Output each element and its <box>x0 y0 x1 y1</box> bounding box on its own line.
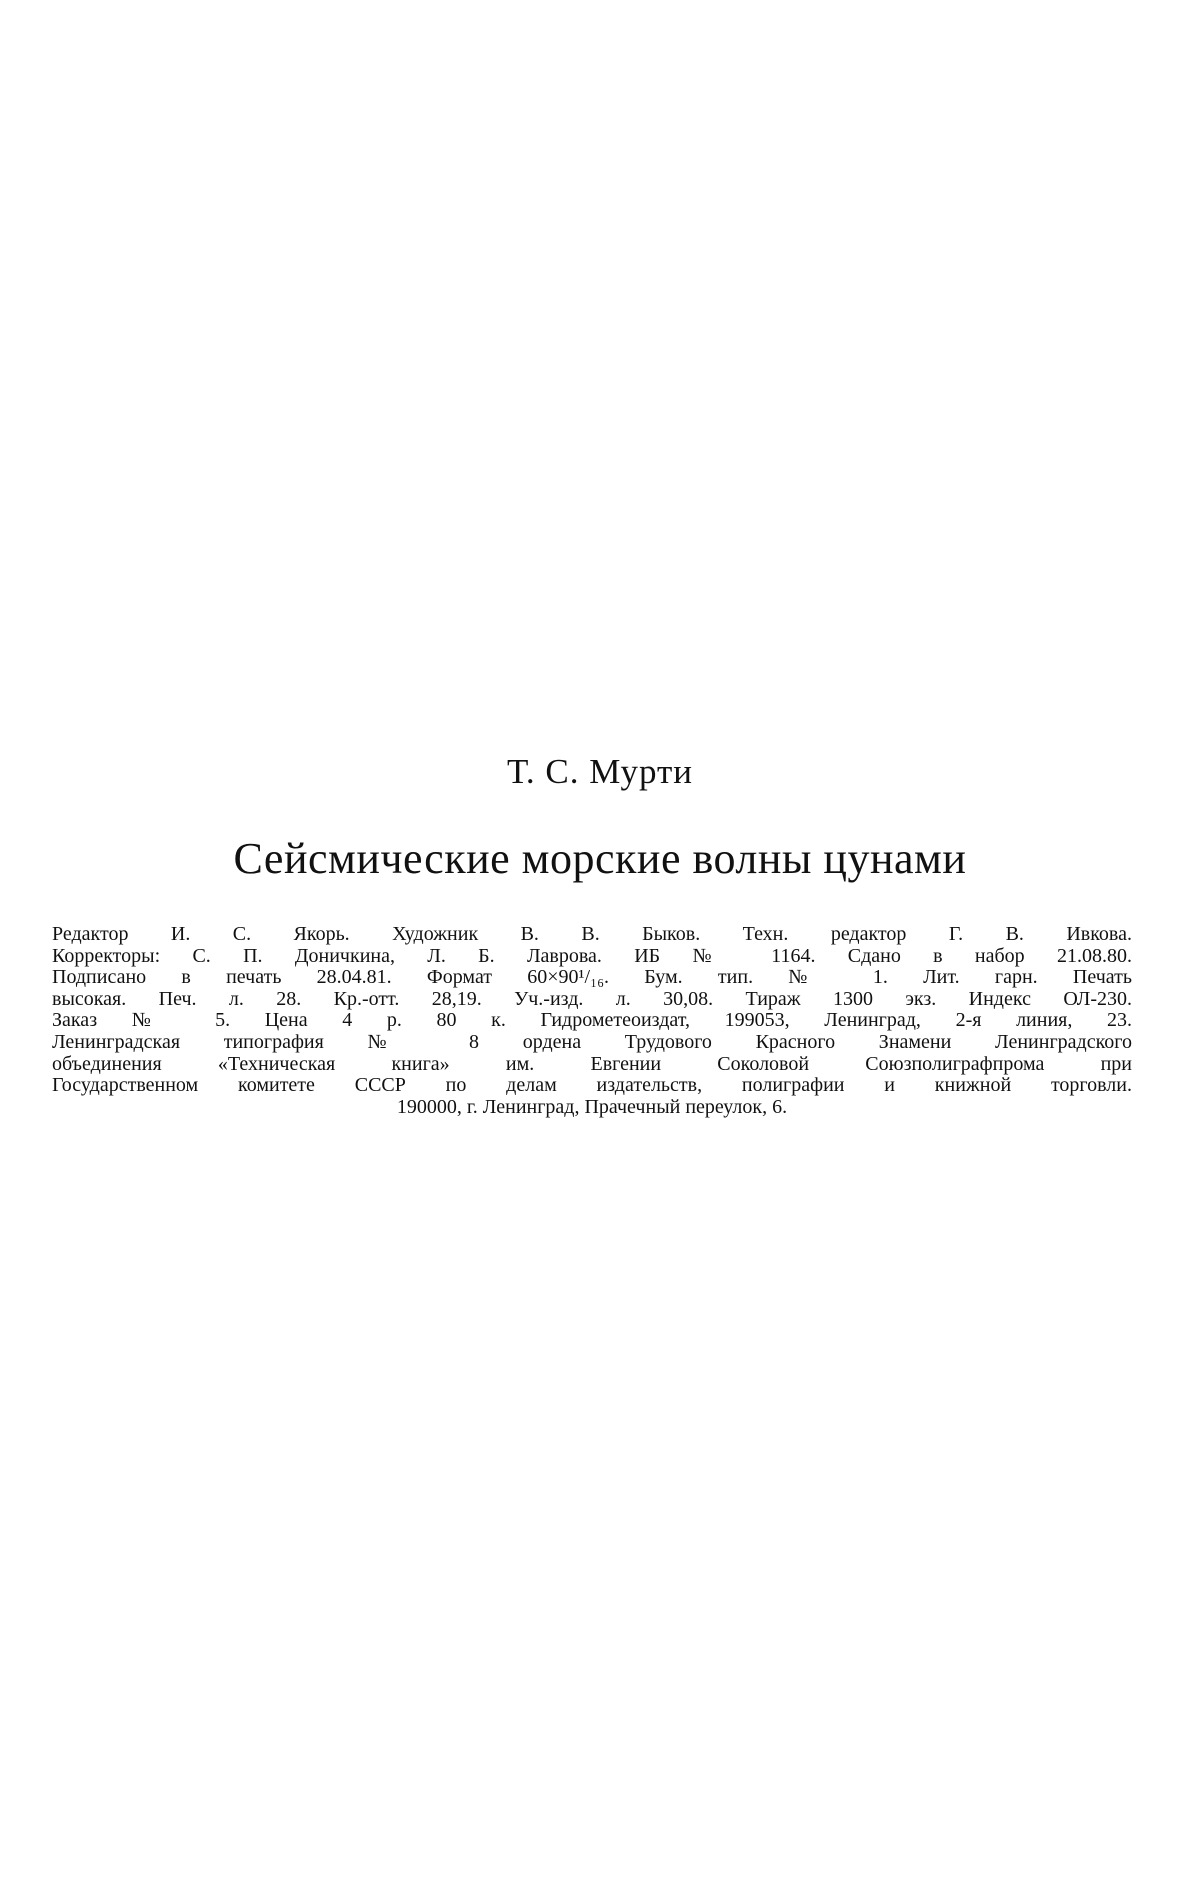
colophon-line <box>52 967 1132 989</box>
colophon-line-text: объединения «Техническая книга» им. Евгении Соколовой Союзполиграфпрома при <box>52 1053 1132 1075</box>
colophon-line-text: Редактор И. С. Якорь. Художник В. В. Быков. Техн. редактор Г. В. Ивкова. <box>52 924 1132 945</box>
colophon-line <box>52 924 1132 946</box>
colophon-line-text: Ленинградская типография № 8 ордена Трудового Красного Знамени Ленинградского <box>52 1031 1132 1053</box>
colophon-line <box>52 1054 1132 1076</box>
colophon-line <box>52 989 1132 1011</box>
colophon-line-text: Государственном комитете СССР по делам издательств, полиграфии и книжной торговли. <box>52 1075 1132 1097</box>
colophon-line <box>52 946 1132 968</box>
colophon-line <box>52 1075 1132 1097</box>
colophon-line-text: Корректоры: С. П. Доничкина, Л. Б. Лаврова. ИБ № 1164. Сдано в набор 21.08.80. <box>52 945 1132 967</box>
author-name: Т. С. Мурти <box>506 752 694 791</box>
colophon-line-text: Подписано в печать 28.04.81. Формат 60×90¹/₁₆. Бум. тип. № 1. Лит. гарн. Печать <box>52 967 1132 989</box>
colophon-address-line <box>52 1097 1132 1119</box>
colophon-line <box>52 1010 1132 1032</box>
colophon-line-text: высокая. Печ. л. 28. Кр.-отт. 28,19. Уч.-изд. л. 30,08. Тираж 1300 экз. Индекс ОЛ-230. <box>52 988 1132 1010</box>
colophon-line <box>52 1032 1132 1054</box>
colophon-line-text: 190000, г. Ленинград, Прачечный переулок, 6. <box>396 1096 788 1118</box>
colophon <box>52 924 1132 1118</box>
book-title: Сейсмические морские волны цунами <box>233 834 967 883</box>
colophon-line-text: Заказ № 5. Цена 4 р. 80 к. Гидрометеоиздат, 199053, Ленинград, 2-я линия, 23. <box>52 1010 1132 1032</box>
